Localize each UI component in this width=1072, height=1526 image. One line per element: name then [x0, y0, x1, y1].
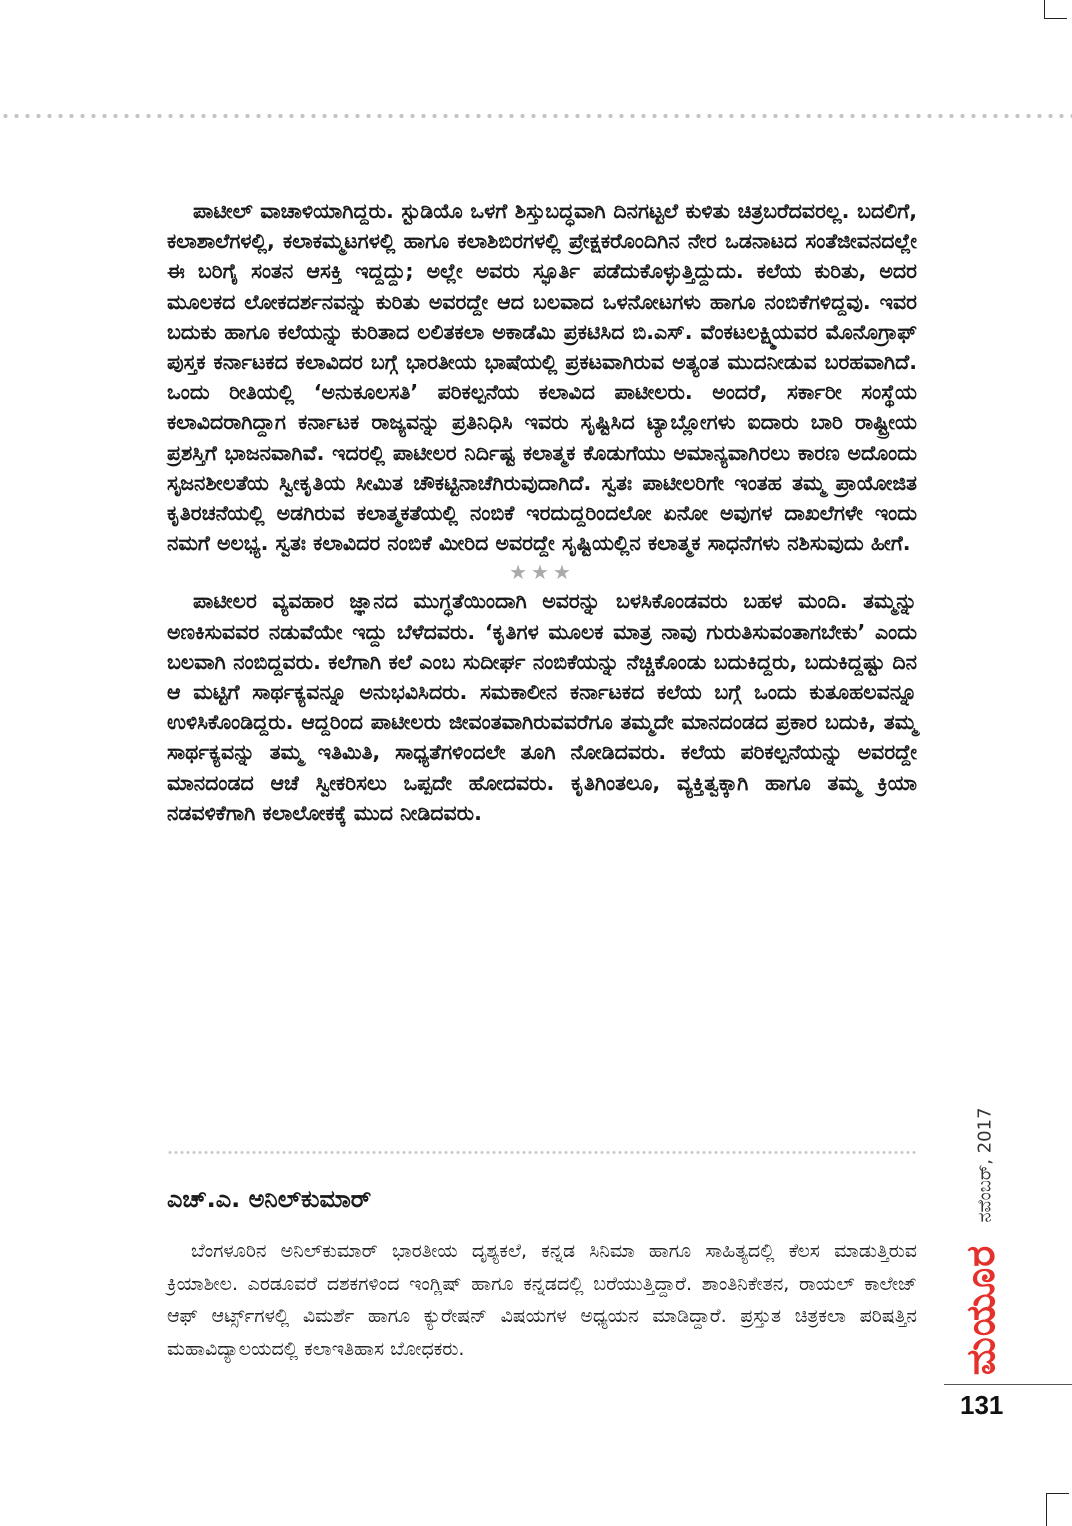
- essay-body: [167, 196, 917, 828]
- section-separator-stars: ★★★: [509, 560, 575, 585]
- essay-paragraph-1: ಪಾಟೀಲ್ ವಾಚಾಳಿಯಾಗಿದ್ದರು. ಸ್ಟುಡಿಯೊ ಒಳಗೆ ಶಿಸ್ತುಬದ್ಧವಾಗಿ ದಿನಗಟ್ಟಲೆ ಕುಳಿತು ಚಿತ್ರಬರೆದವರಲ್ಲ. ಬದಲಿಗೆ, ಕಲಾಶಾಲೆಗಳಲ್ಲಿ, ಕಲಾಕಮ್ಮಟಗಳಲ್ಲಿ ಹಾಗೂ ಕಲಾಶಿಬಿರಗಳಲ್ಲಿ ಪ್ರೇಕ್ಷಕರೊಂದಿಗಿನ ನೇರ ಒಡನಾಟದ ಸಂತೆಜೀವನದಲ್ಲೇ ಈ ಬರಿಗೈ ಸಂತನ ಆಸಕ್ತಿ ಇದ್ದದ್ದು; ಅಲ್ಲೇ ಅವರು ಸ್ಫೂರ್ತಿ ಪಡೆದುಕೊಳ್ಳುತ್ತಿದ್ದುದು. ಕಲೆಯ ಕುರಿತು, ಅದರ ಮೂಲಕದ ಲೋಕದರ್ಶನವನ್ನು ಕುರಿತು ಅವರದ್ದೇ ಆದ ಬಲವಾದ ಒಳನೋಟಗಳು ಹಾಗೂ ನಂಬಿಕೆಗಳಿದ್ದವು. ಇವರ ಬದುಕು ಹಾಗೂ ಕಲೆಯನ್ನು ಕುರಿತಾದ ಲಲಿತಕಲಾ ಅಕಾಡೆಮಿ ಪ್ರಕಟಿಸಿದ ಬಿ.ಎಸ್. ವೆಂಕಟಲಕ್ಷ್ಮಿಯವರ ಮೊನೊಗ್ರಾಫ್ ಪುಸ್ತಕ ಕರ್ನಾಟಕದ ಕಲಾವಿದರ ಬಗ್ಗೆ ಭಾರತೀಯ ಭಾಷೆಯಲ್ಲಿ ಪ್ರಕಟವಾಗಿರುವ ಅತ್ಯಂತ ಮುದನೀಡುವ ಬರಹವಾಗಿದೆ. ಒಂದು ರೀತಿಯಲ್ಲಿ ‘ಅನುಕೂಲಸತಿ’ ಪರಿಕಲ್ಪನೆಯ ಕಲಾವಿದ ಪಾಟೀಲರು. ಅಂದರೆ, ಸರ್ಕಾರೀ ಸಂಸ್ಥೆಯ ಕಲಾವಿದರಾಗಿದ್ದಾಗ ಕರ್ನಾಟಕ ರಾಜ್ಯವನ್ನು ಪ್ರತಿನಿಧಿಸಿ ಇವರು ಸೃಷ್ಟಿಸಿದ ಟ್ಯಾಬ್ಲೋಗಳು ಐದಾರು ಬಾರಿ ರಾಷ್ಟ್ರೀಯ ಪ್ರಶಸ್ತಿಗೆ ಭಾಜನವಾಗಿವೆ. ಇದರಲ್ಲಿ ಪಾಟೀಲರ ನಿರ್ದಿಷ್ಟ ಕಲಾತ್ಮಕ ಕೊಡುಗೆಯು ಅಮಾನ್ಯವಾಗಿರಲು ಕಾರಣ ಅದೊಂದು ಸೃಜನಶೀಲತೆಯ ಸ್ವೀಕೃತಿಯ ಸೀಮಿತ ಚೌಕಟ್ಟಿನಾಚೆಗಿರುವುದಾಗಿದೆ. ಸ್ವತಃ ಪಾಟೀಲರಿಗೇ ಇಂತಹ ತಮ್ಮ ಪ್ರಾಯೋಜಿತ ಕೃತಿರಚನೆಯಲ್ಲಿ ಅಡಗಿರುವ ಕಲಾತ್ಮಕತೆಯಲ್ಲಿ ನಂಬಿಕೆ ಇರದುದ್ದರಿಂದಲೋ ಏನೋ ಅವುಗಳ ದಾಖಲೆಗಳೇ ಇಂದು ನಮಗೆ ಅಲಭ್ಯ. ಸ್ವತಃ ಕಲಾವಿದರ ನಂಬಿಕೆ ಮೀರಿದ ಅವರದ್ದೇ ಸೃಷ್ಟಿಯಲ್ಲಿನ ಕಲಾತ್ಮಕ ಸಾಧನೆಗಳು ನಶಿಸುವುದು ಹೀಗೆ.: [167, 199, 917, 556]
- page-number: 131: [960, 1390, 1004, 1420]
- dotted-divider-author: [167, 1150, 917, 1155]
- essay-paragraph-2: ಪಾಟೀಲರ ವ್ಯವಹಾರ ಜ್ಞಾನದ ಮುಗ್ಧತೆಯಿಂದಾಗಿ ಅವರನ್ನು ಬಳಸಿಕೊಂಡವರು ಬಹಳ ಮಂದಿ. ತಮ್ಮನ್ನು ಅಣಕಿಸುವವರ ನಡುವೆಯೇ ಇದ್ದು ಬೆಳೆದವರು. ‘ಕೃತಿಗಳ ಮೂಲಕ ಮಾತ್ರ ನಾವು ಗುರುತಿಸುವಂತಾಗಬೇಕು’ ಎಂದು ಬಲವಾಗಿ ನಂಬಿದ್ದವರು. ಕಲೆಗಾಗಿ ಕಲೆ ಎಂಬ ಸುದೀರ್ಘ ನಂಬಿಕೆಯನ್ನು ನೆಚ್ಚಿಕೊಂಡು ಬದುಕಿದ್ದರು, ಬದುಕಿದ್ದಷ್ಟು ದಿನ ಆ ಮಟ್ಟಿಗೆ ಸಾರ್ಥಕ್ಯವನ್ನೂ ಅನುಭವಿಸಿದರು. ಸಮಕಾಲೀನ ಕರ್ನಾಟಕದ ಕಲೆಯ ಬಗ್ಗೆ ಒಂದು ಕುತೂಹಲವನ್ನೂ ಉಳಿಸಿಕೊಂಡಿದ್ದರು. ಆದ್ದರಿಂದ ಪಾಟೀಲರು ಜೀವಂತವಾಗಿರುವವರೆಗೂ ತಮ್ಮದೇ ಮಾನದಂಡದ ಪ್ರಕಾರ ಬದುಕಿ, ತಮ್ಮ ಸಾರ್ಥಕ್ಯವನ್ನು ತಮ್ಮ ಇತಿಮಿತಿ, ಸಾಧ್ಯತೆಗಳಿಂದಲೇ ತೂಗಿ ನೋಡಿದವರು. ಕಲೆಯ ಪರಿಕಲ್ಪನೆಯನ್ನು ಅವರದ್ದೇ ಮಾನದಂಡದ ಆಚೆ ಸ್ವೀಕರಿಸಲು ಒಪ್ಪದೇ ಹೋದವರು. ಕೃತಿಗಿಂತಲೂ, ವ್ಯಕ್ತಿತ್ವಕ್ಕಾಗಿ ಹಾಗೂ ತಮ್ಮ ಕ್ರಿಯಾ ನಡವಳಿಕೆಗಾಗಿ ಕಲಾಲೋಕಕ್ಕೆ ಮುದ ನೀಡಿದವರು.: [167, 589, 917, 825]
- crop-mark-bottom: [1046, 1493, 1069, 1526]
- dotted-divider-top: [0, 113, 1072, 119]
- crop-mark-top: [1044, 0, 1067, 19]
- author-bio: ಬೆಂಗಳೂರಿನ ಅನಿಲ್‌ಕುಮಾರ್ ಭಾರತೀಯ ದೃಶ್ಯಕಲೆ, ಕನ್ನಡ ಸಿನಿಮಾ ಹಾಗೂ ಸಾಹಿತ್ಯದಲ್ಲಿ ಕೆಲಸ ಮಾಡುತ್ತಿರುವ ಕ್ರಿಯಾಶೀಲ. ಎರಡೂವರೆ ದಶಕಗಳಿಂದ ಇಂಗ್ಲಿಷ್ ಹಾಗೂ ಕನ್ನಡದಲ್ಲಿ ಬರೆಯುತ್ತಿದ್ದಾರೆ. ಶಾಂತಿನಿಕೇತನ, ರಾಯಲ್ ಕಾಲೇಜ್ ಆಫ್ ಆರ್ಟ್ಸ್‌ಗಳಲ್ಲಿ ವಿಮರ್ಶೆ ಹಾಗೂ ಕ್ಯುರೇಷನ್ ವಿಷಯಗಳ ಅಧ್ಯಯನ ಮಾಡಿದ್ದಾರೆ. ಪ್ರಸ್ತುತ ಚಿತ್ರಕಲಾ ಪರಿಷತ್ತಿನ ಮಹಾವಿದ್ಯಾಲಯದಲ್ಲಿ ಕಲಾಇತಿಹಾಸ ಬೋಧಕರು.: [167, 1240, 917, 1360]
- page-number-rule: [944, 1384, 1072, 1385]
- issue-date: ನವೆಂಬರ್, 2017: [974, 1107, 996, 1223]
- magazine-title: ಮಯೂರ: [958, 1244, 1004, 1376]
- author-name: ಎಚ್.ಎ. ಅನಿಲ್‌ಕುಮಾರ್: [167, 1185, 372, 1213]
